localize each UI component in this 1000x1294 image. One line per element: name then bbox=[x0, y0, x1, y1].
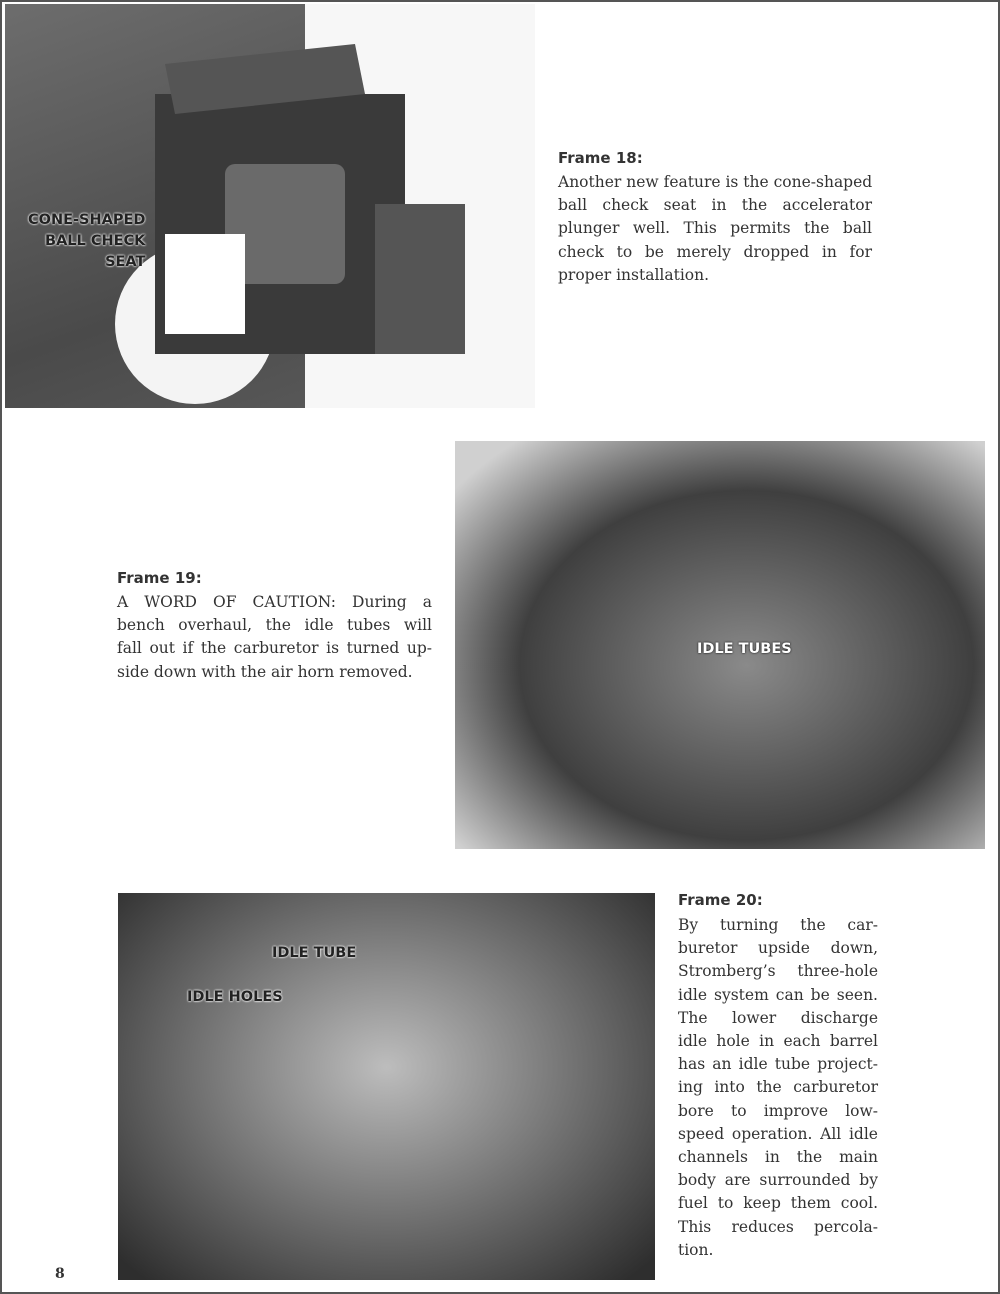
text-line: bore to improve low- bbox=[678, 1101, 878, 1120]
text-line: Stromberg’s three-hole bbox=[678, 962, 878, 981]
text-line: The lower discharge bbox=[678, 1008, 878, 1027]
frame-19-text bbox=[117, 591, 432, 684]
text-line: body are surrounded by bbox=[678, 1171, 878, 1190]
cone-shaped-ball-check-seat-label bbox=[28, 210, 145, 273]
text-line: ball check seat in the accelerator bbox=[558, 196, 872, 215]
text-line: fuel to keep them cool. bbox=[678, 1194, 878, 1213]
text-line: idle system can be seen. bbox=[678, 985, 878, 1004]
text-line: has an idle tube project- bbox=[678, 1055, 878, 1074]
cutaway-drawing bbox=[5, 4, 535, 408]
frame-19-heading: Frame 19: bbox=[117, 569, 202, 587]
text-line: speed operation. All idle bbox=[678, 1124, 878, 1143]
label-line: BALL CHECK bbox=[45, 233, 146, 249]
text-line: ing into the carburetor bbox=[678, 1078, 878, 1097]
text-line: tion. bbox=[678, 1240, 714, 1259]
text-line: plunger well. This permits the ball bbox=[558, 219, 872, 238]
text-line: A WORD OF CAUTION: During a bbox=[117, 593, 432, 611]
idle-tubes-photo bbox=[455, 441, 985, 849]
label-line: CONE-SHAPED bbox=[28, 212, 146, 228]
text-line: By turning the car- bbox=[678, 916, 878, 934]
carburetor-cutaway-illustration bbox=[5, 4, 535, 408]
idle-tubes-label: IDLE TUBES bbox=[697, 641, 792, 657]
frame-20-heading: Frame 20: bbox=[678, 891, 763, 909]
text-line: bench overhaul, the idle tubes will bbox=[117, 616, 432, 635]
page-number: 8 bbox=[55, 1266, 65, 1282]
text-line: This reduces percola- bbox=[678, 1217, 878, 1236]
text-line: check to be merely dropped in for bbox=[558, 242, 872, 261]
text-line: idle hole in each barrel bbox=[678, 1032, 878, 1051]
frame-20-text bbox=[678, 914, 878, 1262]
idle-holes-label: IDLE HOLES bbox=[187, 989, 283, 1005]
frame-18-heading: Frame 18: bbox=[558, 149, 643, 167]
idle-tube-label: IDLE TUBE bbox=[272, 945, 357, 961]
idle-system-photo bbox=[118, 893, 655, 1280]
frame-18-text bbox=[558, 171, 872, 287]
text-line: channels in the main bbox=[678, 1148, 878, 1167]
text-line: fall out if the carburetor is turned up- bbox=[117, 639, 432, 658]
text-line: side down with the air horn removed. bbox=[117, 662, 413, 681]
text-line: buretor upside down, bbox=[678, 939, 878, 958]
text-line: Another new feature is the cone-shaped bbox=[558, 173, 873, 191]
text-line: proper installation. bbox=[558, 265, 710, 284]
label-line: SEAT bbox=[105, 254, 146, 270]
